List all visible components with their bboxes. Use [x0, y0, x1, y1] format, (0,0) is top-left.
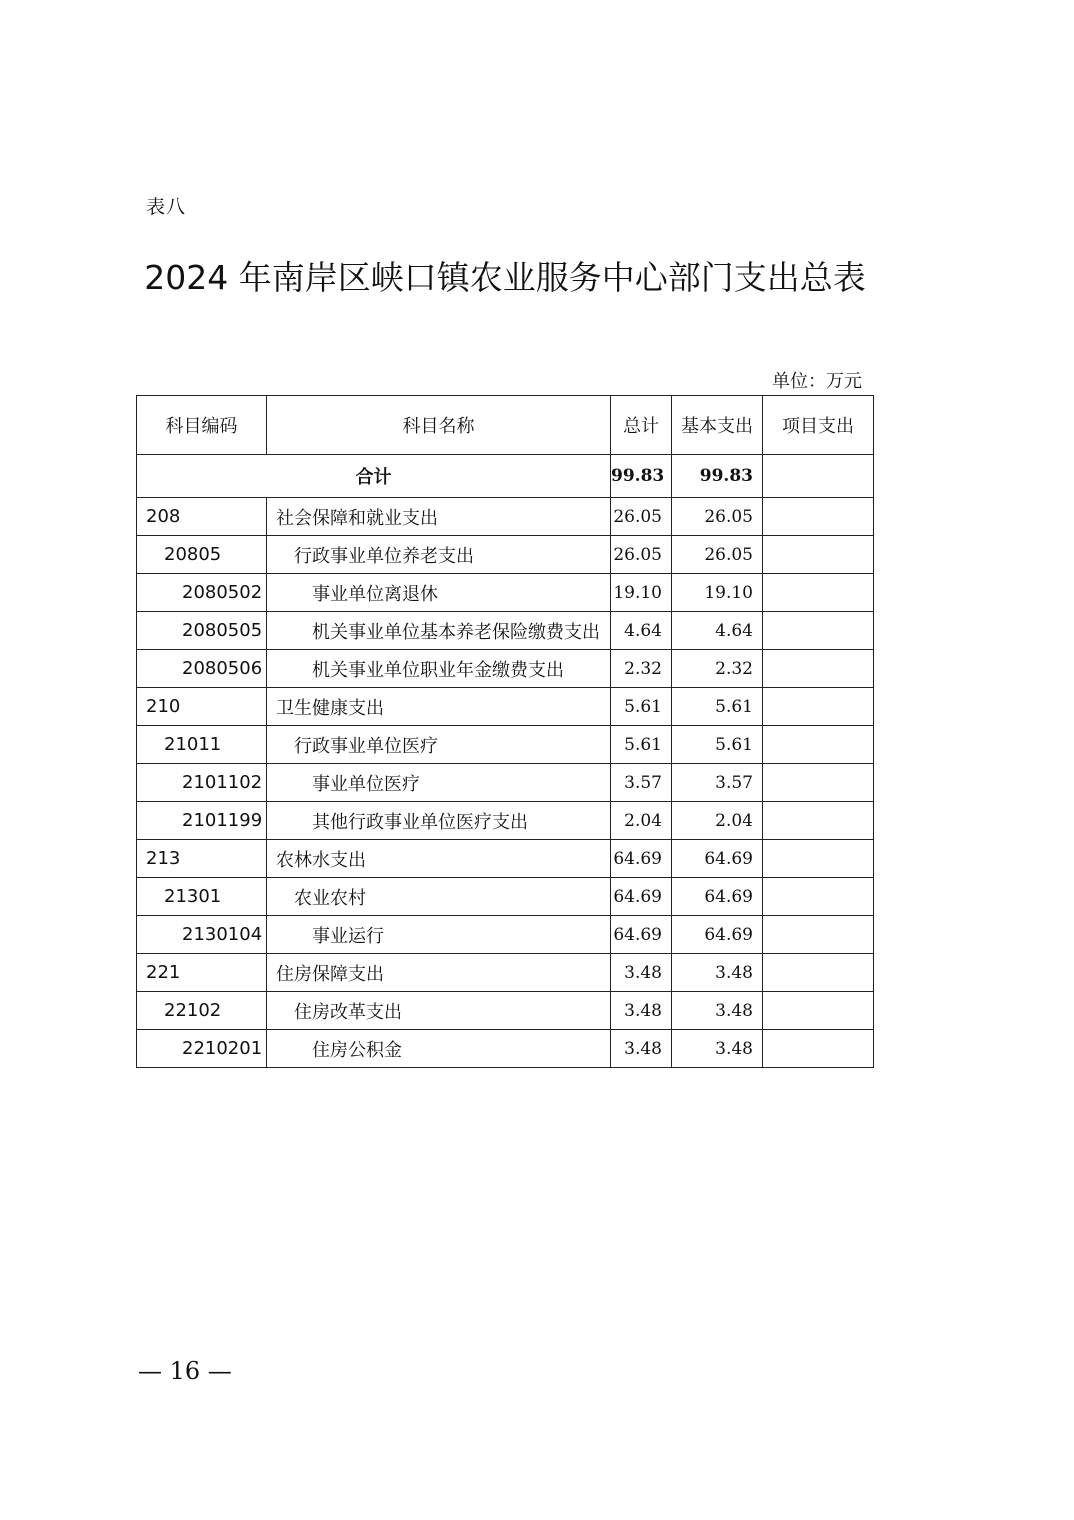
row-name: 卫生健康支出	[267, 688, 611, 726]
row-total: 2.32	[611, 650, 672, 688]
row-project	[763, 992, 874, 1030]
row-basic: 5.61	[672, 688, 763, 726]
row-project	[763, 840, 874, 878]
table-row	[137, 916, 874, 954]
row-basic: 64.69	[672, 840, 763, 878]
header-name: 科目名称	[267, 396, 611, 455]
row-total: 2.04	[611, 802, 672, 840]
table-row	[137, 650, 874, 688]
row-total: 19.10	[611, 574, 672, 612]
row-project	[763, 574, 874, 612]
row-total: 64.69	[611, 916, 672, 954]
row-basic: 64.69	[672, 916, 763, 954]
row-basic: 2.32	[672, 650, 763, 688]
table-row	[137, 498, 874, 536]
row-code: 20805	[137, 536, 267, 574]
row-code: 213	[137, 840, 267, 878]
row-name: 农业农村	[267, 878, 611, 916]
row-basic: 5.61	[672, 726, 763, 764]
row-name: 事业单位医疗	[267, 764, 611, 802]
row-code: 2101102	[137, 764, 267, 802]
row-total: 64.69	[611, 840, 672, 878]
row-code: 210	[137, 688, 267, 726]
row-basic: 64.69	[672, 878, 763, 916]
row-name: 机关事业单位基本养老保险缴费支出	[267, 612, 611, 650]
row-name: 其他行政事业单位医疗支出	[267, 802, 611, 840]
row-total: 4.64	[611, 612, 672, 650]
row-project	[763, 802, 874, 840]
row-name: 事业运行	[267, 916, 611, 954]
row-total: 3.48	[611, 954, 672, 992]
row-project	[763, 688, 874, 726]
row-code: 21301	[137, 878, 267, 916]
row-name: 住房改革支出	[267, 992, 611, 1030]
page-number: — 16 —	[138, 1357, 232, 1385]
row-name: 农林水支出	[267, 840, 611, 878]
page-title: 2024 年南岸区峡口镇农业服务中心部门支出总表	[144, 258, 866, 297]
table-row	[137, 688, 874, 726]
row-project	[763, 1030, 874, 1068]
table-row	[137, 1030, 874, 1068]
row-basic: 26.05	[672, 498, 763, 536]
row-code: 21011	[137, 726, 267, 764]
row-project	[763, 726, 874, 764]
header-total: 总计	[611, 396, 672, 455]
row-name: 行政事业单位医疗	[267, 726, 611, 764]
table-row	[137, 840, 874, 878]
total-basic: 99.83	[672, 455, 763, 498]
expense-table	[136, 395, 874, 1068]
row-basic: 3.48	[672, 954, 763, 992]
row-name: 行政事业单位养老支出	[267, 536, 611, 574]
table-row	[137, 764, 874, 802]
row-name: 机关事业单位职业年金缴费支出	[267, 650, 611, 688]
row-project	[763, 612, 874, 650]
row-name: 事业单位离退休	[267, 574, 611, 612]
table-row	[137, 726, 874, 764]
row-code: 2080502	[137, 574, 267, 612]
row-total: 26.05	[611, 498, 672, 536]
row-total: 3.57	[611, 764, 672, 802]
header-code: 科目编码	[137, 396, 267, 455]
header-basic: 基本支出	[672, 396, 763, 455]
row-basic: 4.64	[672, 612, 763, 650]
row-project	[763, 536, 874, 574]
row-basic: 26.05	[672, 536, 763, 574]
row-basic: 3.48	[672, 1030, 763, 1068]
row-code: 22102	[137, 992, 267, 1030]
total-label: 合计	[137, 455, 611, 498]
row-code: 2101199	[137, 802, 267, 840]
row-basic: 3.57	[672, 764, 763, 802]
row-project	[763, 764, 874, 802]
table-row	[137, 574, 874, 612]
row-project	[763, 878, 874, 916]
row-basic: 3.48	[672, 992, 763, 1030]
table-label: 表八	[146, 196, 187, 218]
row-name: 住房保障支出	[267, 954, 611, 992]
total-row	[137, 455, 874, 498]
row-total: 5.61	[611, 688, 672, 726]
row-total: 64.69	[611, 878, 672, 916]
row-code: 221	[137, 954, 267, 992]
row-basic: 2.04	[672, 802, 763, 840]
table-row	[137, 954, 874, 992]
table-row	[137, 878, 874, 916]
row-code: 2080506	[137, 650, 267, 688]
table-row	[137, 802, 874, 840]
row-project	[763, 916, 874, 954]
row-code: 2210201	[137, 1030, 267, 1068]
row-total: 5.61	[611, 726, 672, 764]
row-code: 2080505	[137, 612, 267, 650]
header-row	[137, 396, 874, 455]
row-project	[763, 498, 874, 536]
header-project: 项目支出	[763, 396, 874, 455]
row-code: 2130104	[137, 916, 267, 954]
row-name: 住房公积金	[267, 1030, 611, 1068]
row-code: 208	[137, 498, 267, 536]
row-basic: 19.10	[672, 574, 763, 612]
table-row	[137, 612, 874, 650]
row-total: 3.48	[611, 992, 672, 1030]
table-row	[137, 536, 874, 574]
total-project	[763, 455, 874, 498]
unit-label: 单位：万元	[772, 371, 862, 392]
row-total: 26.05	[611, 536, 672, 574]
table-row	[137, 992, 874, 1030]
row-project	[763, 954, 874, 992]
row-project	[763, 650, 874, 688]
row-total: 3.48	[611, 1030, 672, 1068]
total-total: 99.83	[611, 455, 672, 498]
row-name: 社会保障和就业支出	[267, 498, 611, 536]
